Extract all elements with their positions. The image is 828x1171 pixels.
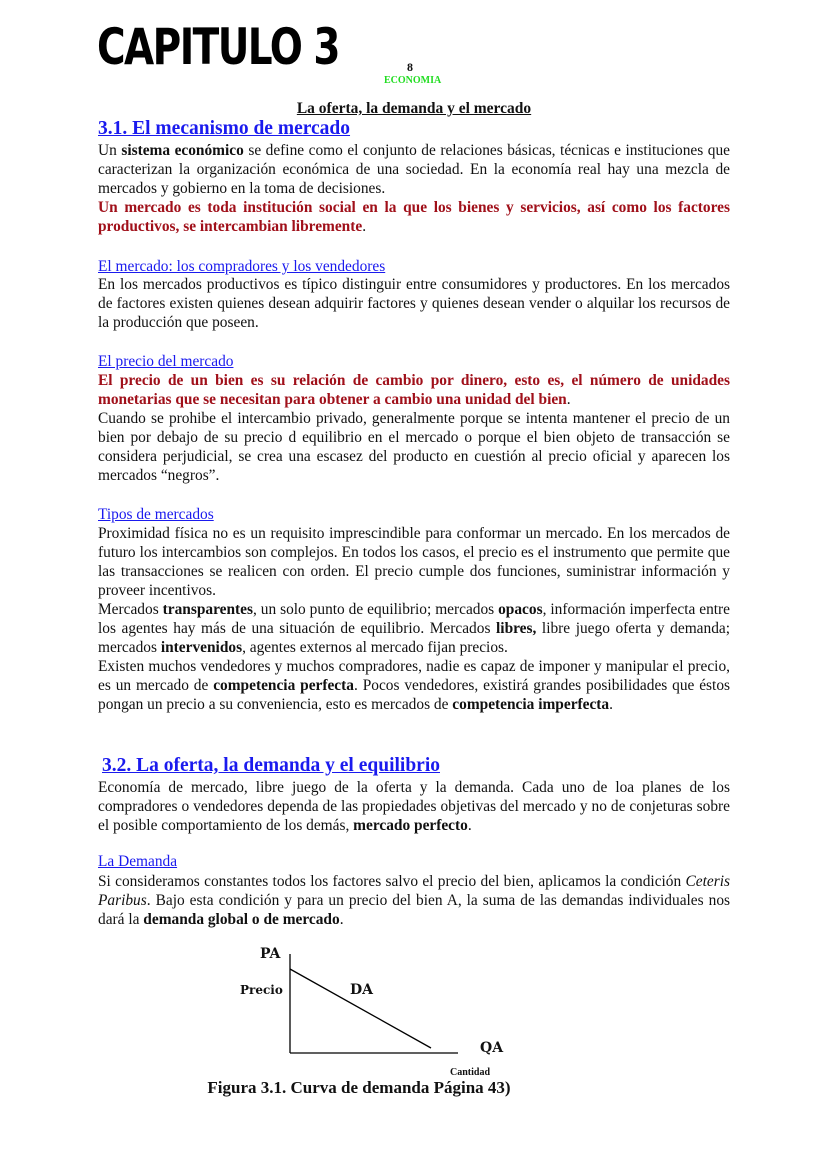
link-compradores-vendedores[interactable]: El mercado: los compradores y los vendedores [98,258,386,275]
page-number: 8 [407,60,413,74]
page-title: La oferta, la demanda y el mercado [296,100,532,117]
figure-caption: Figura 3.1. Curva de demanda Página 43) [207,1078,511,1097]
demand-line [290,969,431,1048]
paragraph: Existen muchos vendedores y muchos compradores, nadie es capaz de imponer y manipular el precio, es un mercado de competencia perfecta. Pocos vendedores, existirá grandes posibilidades que éstos pongan un precio a su conveniencia, esto es mercados de competencia imperfecta. [98,658,731,713]
x-axis-label: QA [480,1040,504,1056]
paragraph: Cuando se prohibe el intercambio privado, generalmente porque se intenta mantener el precio de un bien por debajo de su precio d equilibrio en el mercado o porque el bien objeto de transacción se considera perjudicial, se crea una escasez del producto en cuestión al precio oficial y aparecen los mercados “negros”. [98,410,730,484]
demand-curve-figure [200,940,560,1090]
y-axis-top-label: PA [260,946,281,962]
curve-label: DA [350,982,374,998]
definition-mercado: Un mercado es toda institución social en la que los bienes y servicios, así como los factores productivos, se intercambian libremente. [98,199,730,235]
link-la-demanda[interactable]: La Demanda [98,853,178,870]
chapter-title: CAPITULO 3 [97,18,339,76]
demand-curve-svg [200,940,560,1090]
y-axis-label: Precio [240,983,283,997]
paragraph: Mercados transparentes, un solo punto de equilibrio; mercados opacos, información imperfecta entre los agentes hay más de una situación de equilibrio. Mercados libres, libre juego oferta y demanda; mercados intervenidos, agentes externos al mercado fijan precios. [98,601,731,656]
paragraph: Proximidad física no es un requisito imprescindible para conformar un mercado. En los mercados de futuro los intercambios son complejos. En todos los casos, el precio es el instrumento que permite que las transacciones se realicen con orden. El precio cumple dos funciones, suministrar información y proveer incentivos. [98,525,730,599]
paragraph: Un sistema económico se define como el conjunto de relaciones básicas, técnicas e instituciones que caracterizan la organización económica de una sociedad. En la economía real hay una mezcla de mercados y gobierno en la toma de decisiones. [98,142,730,197]
paragraph: Si consideramos constantes todos los factores salvo el precio del bien, aplicamos la condición Ceteris Paribus. Bajo esta condición y para un precio del bien A, la suma de las demandas individuales nos dará la demanda global o de mercado. [98,873,730,928]
paragraph: Economía de mercado, libre juego de la oferta y la demanda. Cada uno de loa planes de los compradores o vendedores dependa de las propiedades objetivas del mercado y no de conjeturas sobre el posible comportamiento de los demás, mercado perfecto. [98,779,730,834]
section-heading-3-2[interactable]: 3.2. La oferta, la demanda y el equilibrio [102,755,440,776]
x-axis-sublabel: Cantidad [450,1067,491,1078]
paragraph: En los mercados productivos es típico distinguir entre consumidores y productores. En los mercados de factores existen quienes desean adquirir factores y quienes desean vender o alquilar los recursos de la producción que poseen. [98,276,730,331]
link-tipos-mercados[interactable]: Tipos de mercados [98,506,214,523]
section-heading-3-1[interactable]: 3.1. El mecanismo de mercado [98,118,351,139]
link-precio-mercado[interactable]: El precio del mercado [98,353,234,370]
definition-precio: El precio de un bien es su relación de cambio por dinero, esto es, el número de unidades monetarias que se necesitan para obtener a cambio una unidad del bien. [98,372,730,408]
subject-label: ECONOMIA [384,75,442,86]
